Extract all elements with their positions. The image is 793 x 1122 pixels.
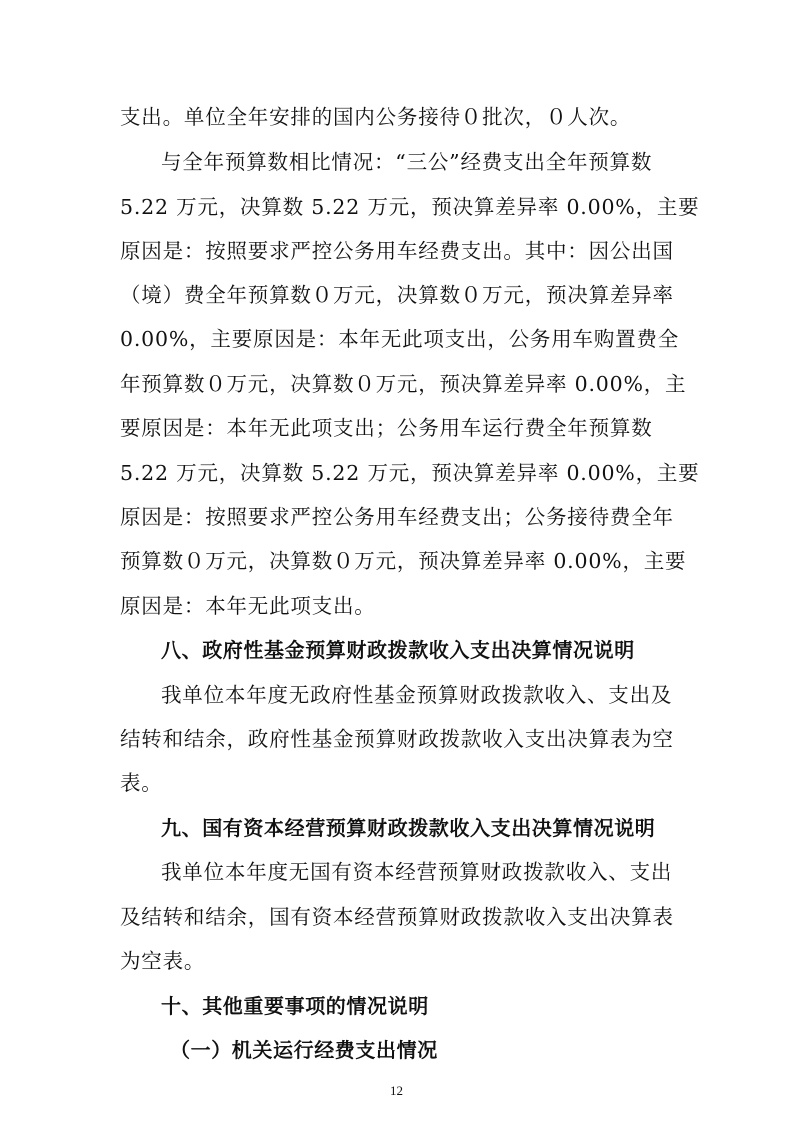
- body-text-line: 结转和结余，政府性基金预算财政拨款收入支出决算表为空: [120, 727, 674, 751]
- body-text-line: 及结转和结余，国有资本经营预算财政拨款收入支出决算表: [120, 905, 674, 929]
- body-text-line: 支出。单位全年安排的国内公务接待０批次，０人次。: [120, 105, 632, 129]
- body-text-line: 与全年预算数相比情况：“三公”经费支出全年预算数: [161, 150, 653, 174]
- page-number: 12: [390, 1083, 403, 1098]
- body-text-line: 0.00%，主要原因是：本年无此项支出，公务用车购置费全: [120, 327, 680, 351]
- body-text-line: 我单位本年度无政府性基金预算财政拨款收入、支出及: [161, 683, 673, 707]
- section-heading-10: 十、其他重要事项的情况说明: [161, 994, 429, 1018]
- subsection-heading-1: （一）机关运行经费支出情况: [170, 1038, 438, 1062]
- body-text-line: 表。: [120, 771, 163, 795]
- body-text-line: 5.22 万元，决算数 5.22 万元，预决算差异率 0.00%，主要: [120, 461, 700, 485]
- body-text-line: （境）费全年预算数０万元，决算数０万元，预决算差异率: [120, 283, 674, 307]
- body-text-line: 5.22 万元，决算数 5.22 万元，预决算差异率 0.00%，主要: [120, 195, 700, 219]
- body-text-line: 年预算数０万元，决算数０万元，预决算差异率 0.00%，主: [120, 372, 687, 396]
- body-text-line: 要原因是：本年无此项支出；公务用车运行费全年预算数: [120, 416, 653, 440]
- section-heading-8: 八、政府性基金预算财政拨款收入支出决算情况说明: [161, 638, 635, 662]
- body-text-line: 我单位本年度无国有资本经营预算财政拨款收入、支出: [161, 860, 673, 884]
- body-text-line: 预算数０万元，决算数０万元，预决算差异率 0.00%，主要: [120, 549, 687, 573]
- body-text-line: 原因是：按照要求严控公务用车经费支出。其中：因公出国: [120, 239, 674, 263]
- section-heading-9: 九、国有资本经营预算财政拨款收入支出决算情况说明: [161, 816, 656, 840]
- body-text-line: 原因是：本年无此项支出。: [120, 594, 376, 618]
- body-text-line: 原因是：按照要求严控公务用车经费支出；公务接待费全年: [120, 505, 674, 529]
- body-text-line: 为空表。: [120, 949, 206, 973]
